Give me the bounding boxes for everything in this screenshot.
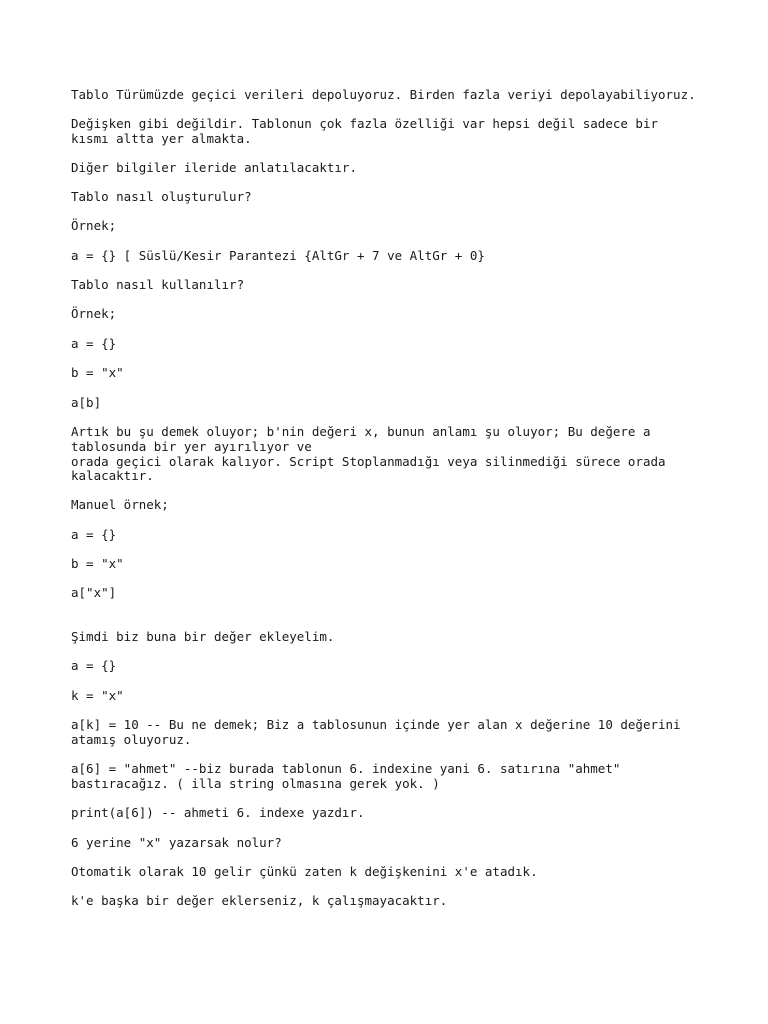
code-line: a = {} <box>71 336 117 351</box>
text-line: Tablo Türümüzde geçici verileri depoluyoruz. Birden fazla veriyi depolayabiliyoruz. <box>71 87 696 102</box>
text-line: tablosunda bir yer ayırılıyor ve <box>71 439 312 454</box>
text-line: bastıracağız. ( illa string olmasına gerek yok. ) <box>71 776 440 791</box>
text-line: Örnek; <box>71 218 117 233</box>
text-line: kalacaktır. <box>71 468 154 483</box>
text-line: orada geçici olarak kalıyor. Script Stoplanmadığı veya silinmediği sürece orada <box>71 454 666 469</box>
text-line: Otomatik olarak 10 gelir çünkü zaten k değişkenini x'e atadık. <box>71 864 538 879</box>
text-line: atamış oluyoruz. <box>71 732 192 747</box>
text-line: k'e başka bir değer eklerseniz, k çalışmayacaktır. <box>71 893 448 908</box>
code-line: a["x"] <box>71 585 117 600</box>
text-line: Artık bu şu demek oluyor; b'nin değeri x, bunun anlamı şu oluyor; Bu değere a <box>71 424 651 439</box>
text-line: Tablo nasıl kullanılır? <box>71 277 245 292</box>
code-line: print(a[6]) -- ahmeti 6. indexe yazdır. <box>71 805 365 820</box>
code-line: a[6] = "ahmet" --biz burada tablonun 6. indexine yani 6. satırına "ahmet" <box>71 761 621 776</box>
text-line: Örnek; <box>71 306 117 321</box>
code-line: a[k] = 10 -- Bu ne demek; Biz a tablosunun içinde yer alan x değerine 10 değerini <box>71 717 681 732</box>
code-line: a = {} <box>71 658 117 673</box>
code-line: b = "x" <box>71 556 124 571</box>
text-line: Manuel örnek; <box>71 497 169 512</box>
text-line: Şimdi biz buna bir değer ekleyelim. <box>71 629 335 644</box>
text-line: 6 yerine "x" yazarsak nolur? <box>71 835 282 850</box>
text-line: Diğer bilgiler ileride anlatılacaktır. <box>71 160 357 175</box>
text-line: Tablo nasıl oluşturulur? <box>71 189 252 204</box>
code-line: a = {} <box>71 527 117 542</box>
code-line: a[b] <box>71 395 102 410</box>
text-line: kısmı altta yer almakta. <box>71 131 252 146</box>
text-line: Değişken gibi değildir. Tablonun çok fazla özelliği var hepsi değil sadece bir <box>71 116 658 131</box>
code-line: b = "x" <box>71 365 124 380</box>
code-line: k = "x" <box>71 688 124 703</box>
text-line: a = {} [ Süslü/Kesir Parantezi {AltGr + 7 ve AltGr + 0} <box>71 248 485 263</box>
